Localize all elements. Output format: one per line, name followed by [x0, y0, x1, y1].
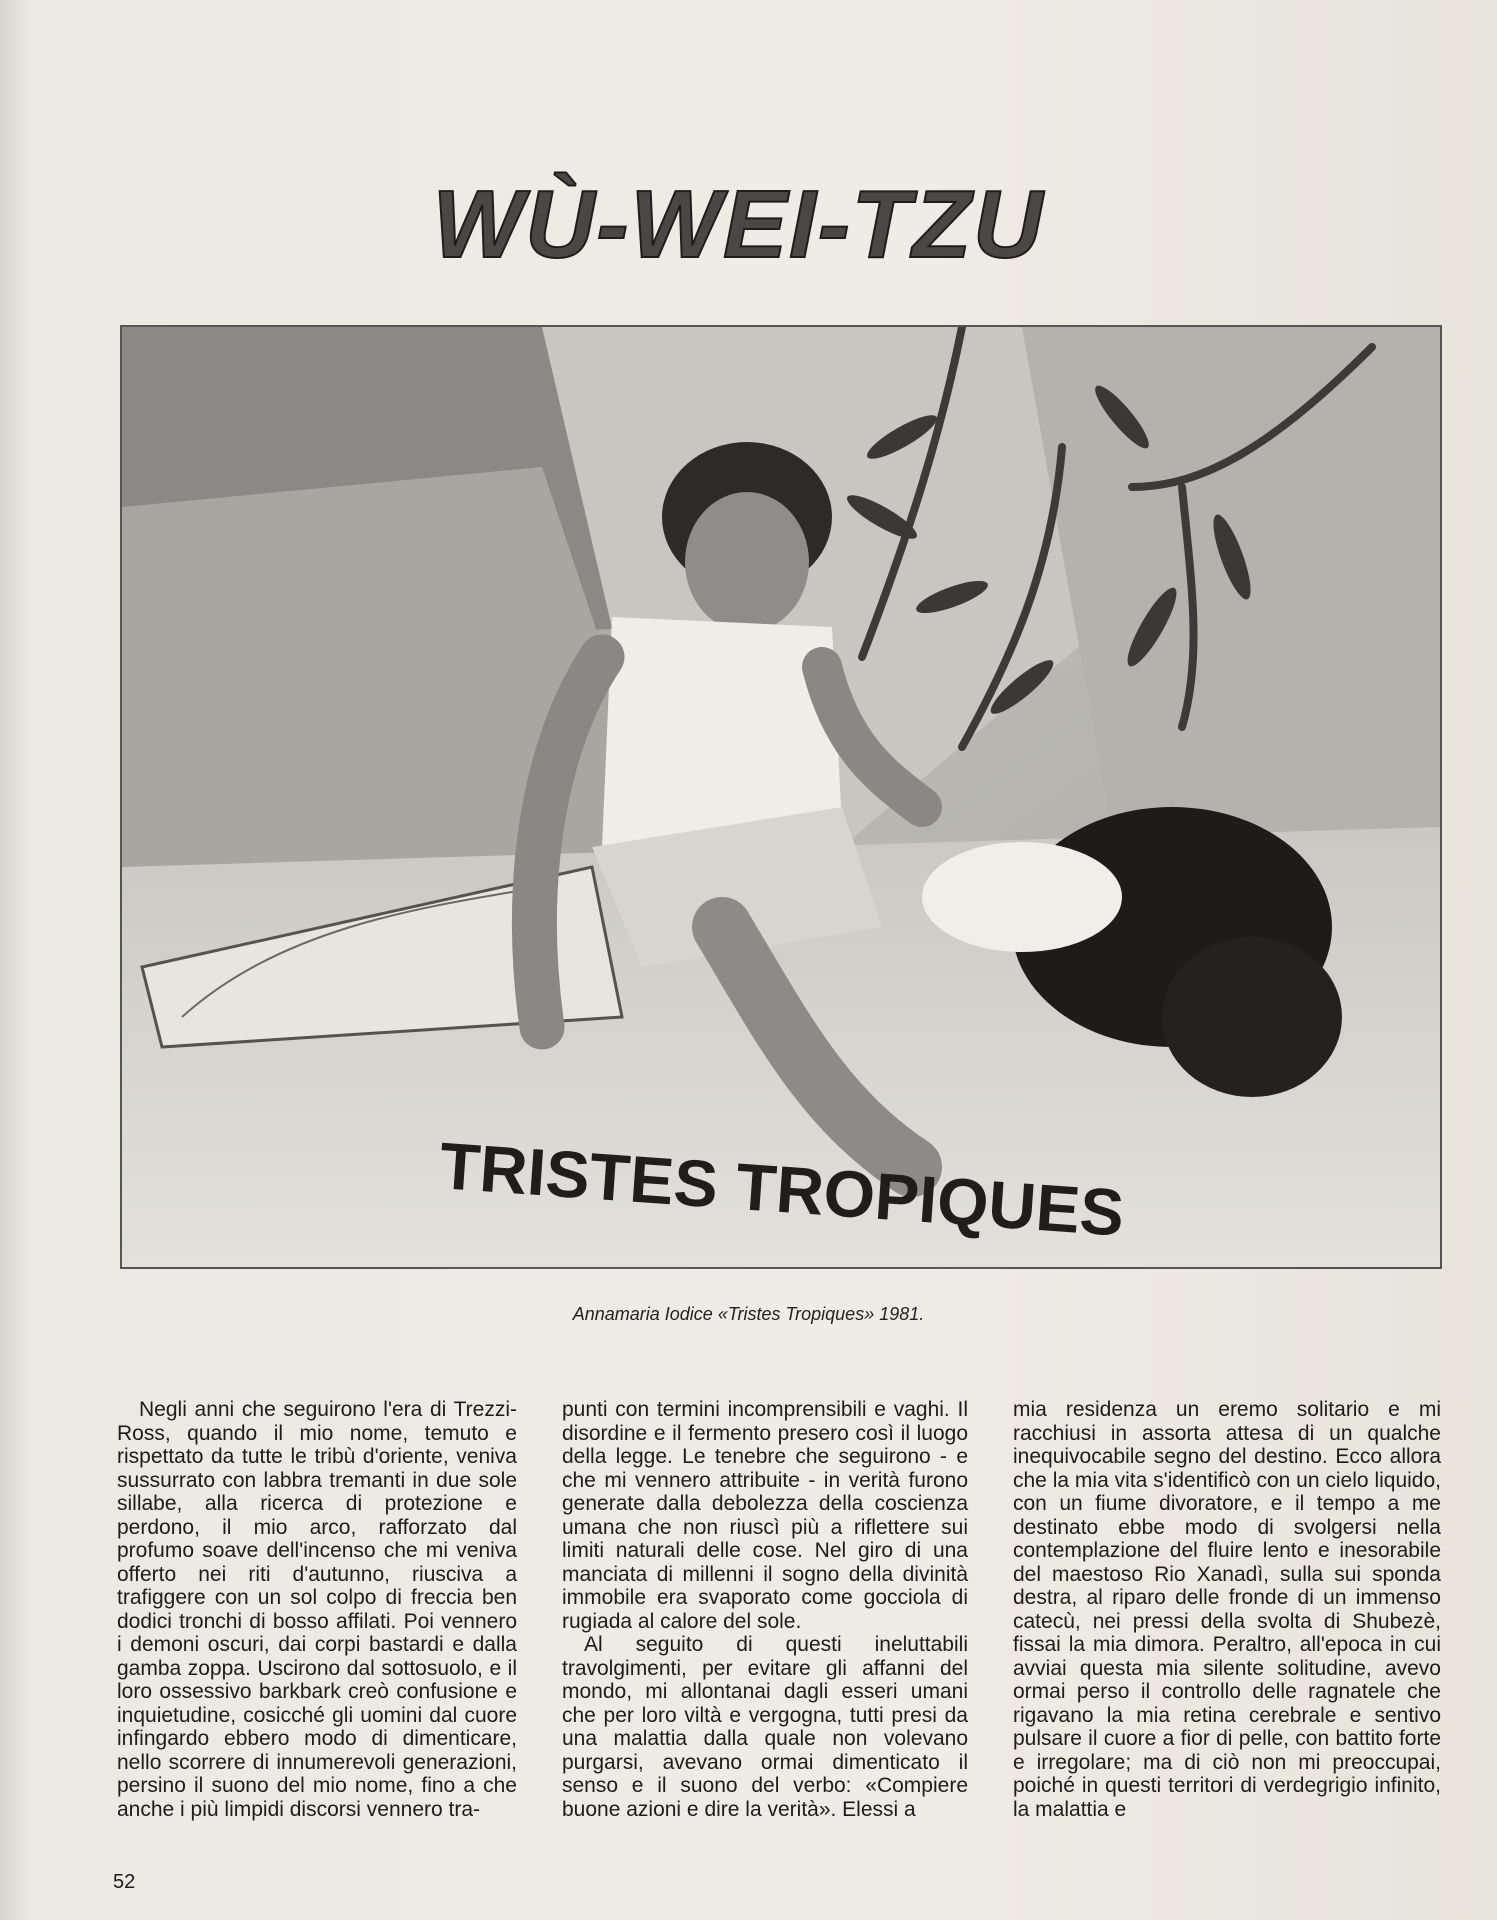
text-column-3: [1013, 1398, 1441, 1821]
painted-text: TRISTES TROPIQUES: [437, 1128, 1127, 1250]
photo-caption: Annamaria Iodice «Tristes Tropiques» 1981.: [572, 1304, 925, 1324]
page-number: 52: [113, 1871, 136, 1893]
photo-illustration: [122, 327, 1440, 1267]
article-photo: [120, 325, 1442, 1269]
paragraph: Al seguito di questi ineluttabili travolgimenti, per evitare gli affanni del mondo, mi allontanai dagli esseri umani che per loro viltà e vergogna, tutti presi da una malattia dalla quale non volevano purgarsi, avevano ormai dimenticato il senso e il suono del verbo: «Compiere buone azioni e dire la verità». Elessi a: [562, 1633, 968, 1821]
text-column-1: [117, 1398, 517, 1821]
paragraph: mia residenza un eremo solitario e mi racchiusi in assorta attesa di un qualche inequivocabile segno del destino. Ecco allora che la mia vita s'identificò con un cielo liquido, con un fiume divoratore, e il tempo a me destinato ebbe modo di svolgersi nella contemplazione del fluire lento e inesorabile del maestoso Rio Xanadì, sulla sui sponda destra, al riparo delle fronde di un immenso catecù, nei pressi della svolta di Shubezè, fissai la mia dimora. Peraltro, all'epoca in cui avviai questa mia silente solitudine, avevo ormai perso il controllo delle ragnatele che rigavano la mia retina cerebrale e sentivo pulsare il cuore a fior di pelle, con battito forte e irregolare; ma di ciò non mi preoccupai, poiché in questi territori di verdegrigio infinito, la malattia e: [1013, 1398, 1441, 1821]
text-column-2: [562, 1398, 968, 1821]
paragraph: Negli anni che seguirono l'era di Trezzi-Ross, quando il mio nome, temuto e rispettato da tutte le tribù d'oriente, veniva sussurrato con labbra tremanti in due sole sillabe, alla ricerca di protezione e perdono, il mio arco, rafforzato dal profumo soave dell'incenso che mi veniva offerto nei riti d'autunno, riusciva a trafiggere con un sol colpo di freccia ben dodici tronchi di bosso affilati. Poi vennero i demoni oscuri, dai corpi bastardi e dalla gamba zoppa. Uscirono dal sottosuolo, e il loro ossessivo barkbark creò confusione e inquietudine, cosicché gli uomini dal cuore infingardo ebbero modo di dimenticare, nello scorrere di innumerevoli generazioni, persino il suono del mio nome, fino a che anche i più limpidi discorsi vennero tra-: [117, 1398, 517, 1821]
paragraph: punti con termini incomprensibili e vaghi. Il disordine e il fermento presero così il luogo della legge. Le tenebre che seguirono - e che mi vennero attribuite - in verità furono generate dalla debolezza della coscienza umana che non riuscì più a riflettere sui limiti naturali delle cose. Nel giro di una manciata di millenni il sogno della divinità immobile era svaporato come gocciola di rugiada al calore del sole.: [562, 1398, 968, 1633]
article-title: WÙ-WEI-TZU: [432, 171, 1045, 278]
